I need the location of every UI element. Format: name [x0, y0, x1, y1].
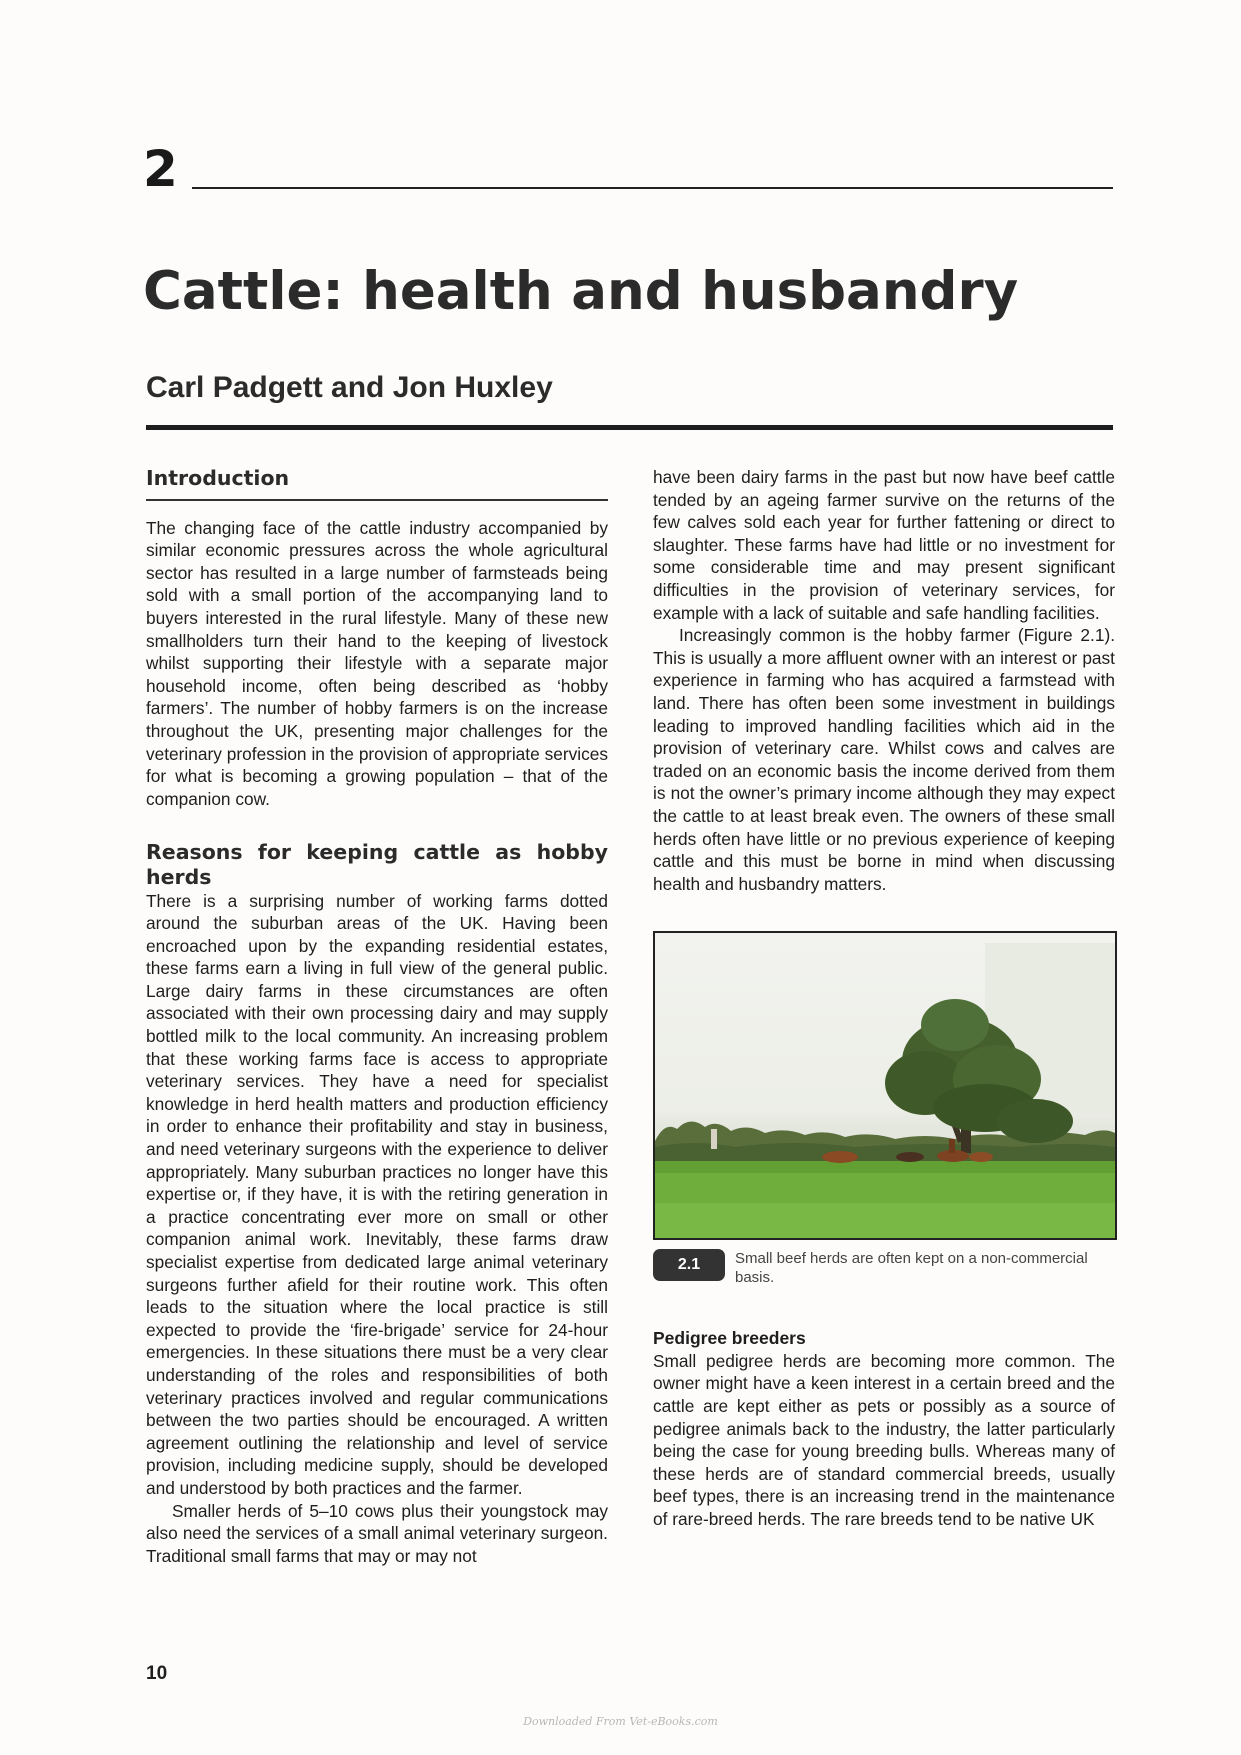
- chapter-number-rule: [192, 187, 1113, 189]
- chapter-number: 2: [143, 140, 178, 198]
- right-paragraph-1: have been dairy farms in the past but now have beef cattle tended by an ageing farmer survive on the returns of the few calves sold each year for further fattening or direct to slaughter. These farms have had little or no investment for some considerable time and may present significant difficulties in the provision of veterinary services, for example with a lack of suitable and safe handling facilities.: [653, 467, 1115, 623]
- page-number: 10: [146, 1663, 168, 1684]
- download-watermark: Downloaded From Vet-eBooks.com: [523, 1715, 718, 1728]
- reasons-heading: Reasons for keeping cattle as hobby herds: [146, 840, 608, 889]
- left-column: [146, 466, 608, 1567]
- pedigree-breeders-heading: Pedigree breeders: [653, 1328, 806, 1349]
- hobby-farmer-paragraph: Increasingly common is the hobby farmer (Figure 2.1). This is usually a more affluent owner with an interest or past experience in farming who has acquired a farmstead with land. There has often been some investment in buildings leading to improved handling facilities which aid in the provision of veterinary care. Whilst cows and calves are traded on an economic basis the income derived from them is not the owner’s primary income although they may expect the cattle to at least break even. The owners of these small herds often have little or no previous experience of keeping cattle and this must be borne in mind when discussing health and husbandry matters.: [653, 625, 1115, 894]
- figure-2-1-photo: [653, 931, 1117, 1240]
- cattle-field-illustration: [655, 933, 1115, 1238]
- figure-caption-text: Small beef herds are often kept on a non-commercial basis.: [735, 1250, 1088, 1287]
- reasons-paragraph-2: Smaller herds of 5–10 cows plus their youngstock may also need the services of a small animal veterinary surgeon. Traditional small farms that may or may not: [146, 1500, 608, 1566]
- chapter-title: Cattle: health and husbandry: [143, 261, 1019, 322]
- figure-number-badge: 2.1: [653, 1249, 725, 1281]
- right-column: [653, 466, 1115, 1531]
- chapter-authors: Carl Padgett and Jon Huxley: [146, 371, 553, 404]
- pedigree-paragraph: Small pedigree herds are becoming more common. The owner might have a keen interest in a certain breed and the cattle are kept either as pets or possibly as a source of pedigree animals back to the industry, the latter particularly being the case for young breeding bulls. Whereas many of these herds are of standard commercial breeds, usually beef types, there is an increasing trend in the maintenance of rare-breed herds. The rare breeds tend to be native UK: [653, 1350, 1115, 1530]
- reasons-paragraph-1: There is a surprising number of working farms dotted around the suburban areas of the UK. Having been encroached upon by the expanding residential estates, these farms earn a living in full view of the general public. Large dairy farms in these circumstances are often associated with their own processing dairy and may supply bottled milk to the local community. An increasing problem that these working farms face is access to appropriate veterinary services. They have a need for specialist knowledge in herd health matters and production efficiency in order to enhance their profitability and stay in business, and need veterinary surgeons with the experience to deliver appropriately. Many suburban practices no longer have this expertise or, if they have, it is with the retiring generation in a practice concentrating ever more on small or other companion animal work. Inevitably, these farms draw specialist expertise from dedicated large animal veterinary surgeons further afield for their routine work. This often leads to the situation where the local practice is still expected to provide the ‘fire-brigade’ service for 24-hour emergencies. In these situations there must be a very clear understanding of the roles and responsibilities of both veterinary practices involved and regular communications between the two parties should be encouraged. A written agreement outlining the relationship and level of service provision, including medicine supply, should be developed and understood by both practices and the farmer.: [146, 890, 608, 1498]
- figure-caption: [653, 1249, 1115, 1287]
- authors-rule: [146, 425, 1113, 430]
- introduction-paragraph: The changing face of the cattle industry accompanied by similar economic pressures across the whole agricultural sector has resulted in a large number of farmsteads being sold with a small portion of the accompanying land to buyers interested in the rural lifestyle. Many of these new smallholders turn their hand to the keeping of livestock whilst supporting their lifestyle with a separate major household income, often being described as ‘hobby farmers’. The number of hobby farmers is on the increase throughout the UK, presenting major challenges for the veterinary profession in the provision of appropriate services for what is becoming a growing population – that of the companion cow.: [146, 517, 608, 809]
- introduction-heading: Introduction: [146, 466, 608, 501]
